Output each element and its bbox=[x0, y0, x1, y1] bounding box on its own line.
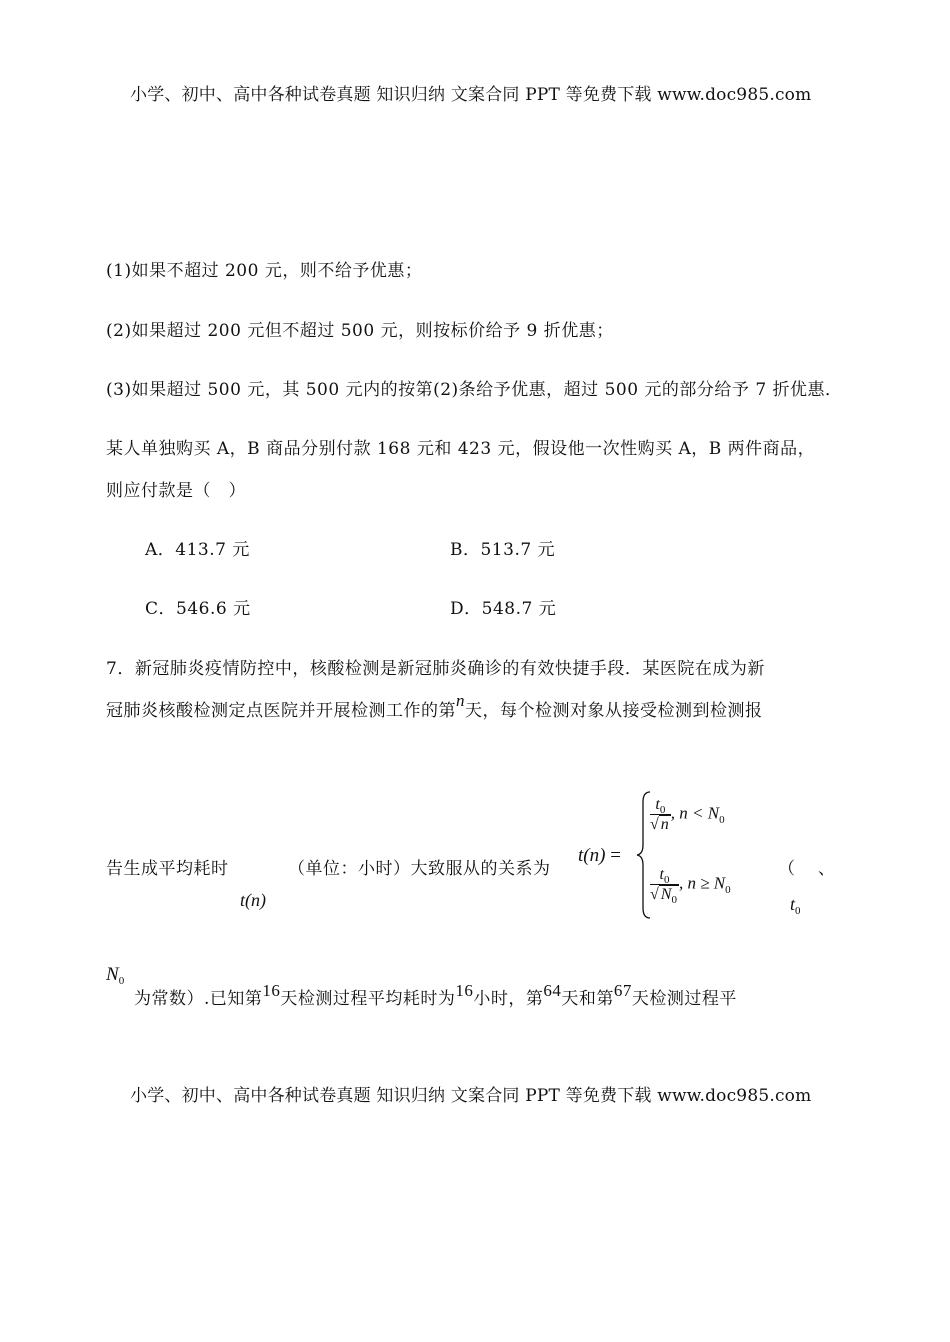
rule-2: (2)如果超过 200 元但不超过 500 元，则按标价给予 9 折优惠； bbox=[106, 321, 614, 341]
q7-line-2: 冠肺炎核酸检测定点医院并开展检测工作的第n天，每个检测对象从接受检测到检测报 bbox=[106, 691, 763, 721]
formula-case-2: $\frac{t_0}{√ N_0}$ , $n \ge N_0$ bbox=[650, 866, 731, 906]
question-line-1: 某人单独购买 A，B 商品分别付款 168 元和 423 元，假设他一次性购买 A，B 两件商品， bbox=[106, 439, 816, 459]
option-b: B．513.7 元 bbox=[450, 540, 556, 560]
page-header: 小学、初中、高中各种试卷真题 知识归纳 文案合同 PPT 等免费下载 www.doc985.com bbox=[130, 85, 812, 105]
q7-line-3a: 告生成平均耗时 bbox=[106, 859, 229, 879]
q7-line-4: 为常数）.已知第16天检测过程平均耗时为16小时，第64天和第67天检测过程平 bbox=[134, 981, 737, 1009]
q7-line-3b: （单位：小时）大致服从的关系为 bbox=[288, 859, 551, 879]
option-d: D．548.7 元 bbox=[450, 599, 557, 619]
comma-mark: 、 bbox=[818, 859, 836, 879]
page-footer: 小学、初中、高中各种试卷真题 知识归纳 文案合同 PPT 等免费下载 www.doc985.com bbox=[130, 1086, 812, 1106]
tn-below: t(n) bbox=[240, 890, 266, 910]
paren-open: （ bbox=[778, 859, 796, 879]
rule-3: (3)如果超过 500 元，其 500 元内的按第(2)条给予优惠，超过 500 元的部分给予 7 折优惠． bbox=[106, 380, 843, 400]
q7-line-1: 7．新冠肺炎疫情防控中，核酸检测是新冠肺炎确诊的有效快捷手段．某医院在成为新 bbox=[106, 659, 765, 679]
var-t0: $t_0$ bbox=[790, 894, 801, 917]
formula-lhs: t(n) = bbox=[578, 845, 621, 866]
var-n: n bbox=[456, 691, 465, 710]
rule-1: (1)如果不超过 200 元，则不给予优惠； bbox=[106, 261, 423, 281]
option-c: C．546.6 元 bbox=[145, 599, 251, 619]
var-N0: $N_0$ bbox=[106, 964, 125, 987]
formula-case-1: $\frac{t_0}{√ n}$ , $n < N_0$ bbox=[650, 796, 725, 833]
option-a: A．413.7 元 bbox=[145, 540, 250, 560]
question-line-2: 则应付款是（ ） bbox=[106, 481, 246, 501]
